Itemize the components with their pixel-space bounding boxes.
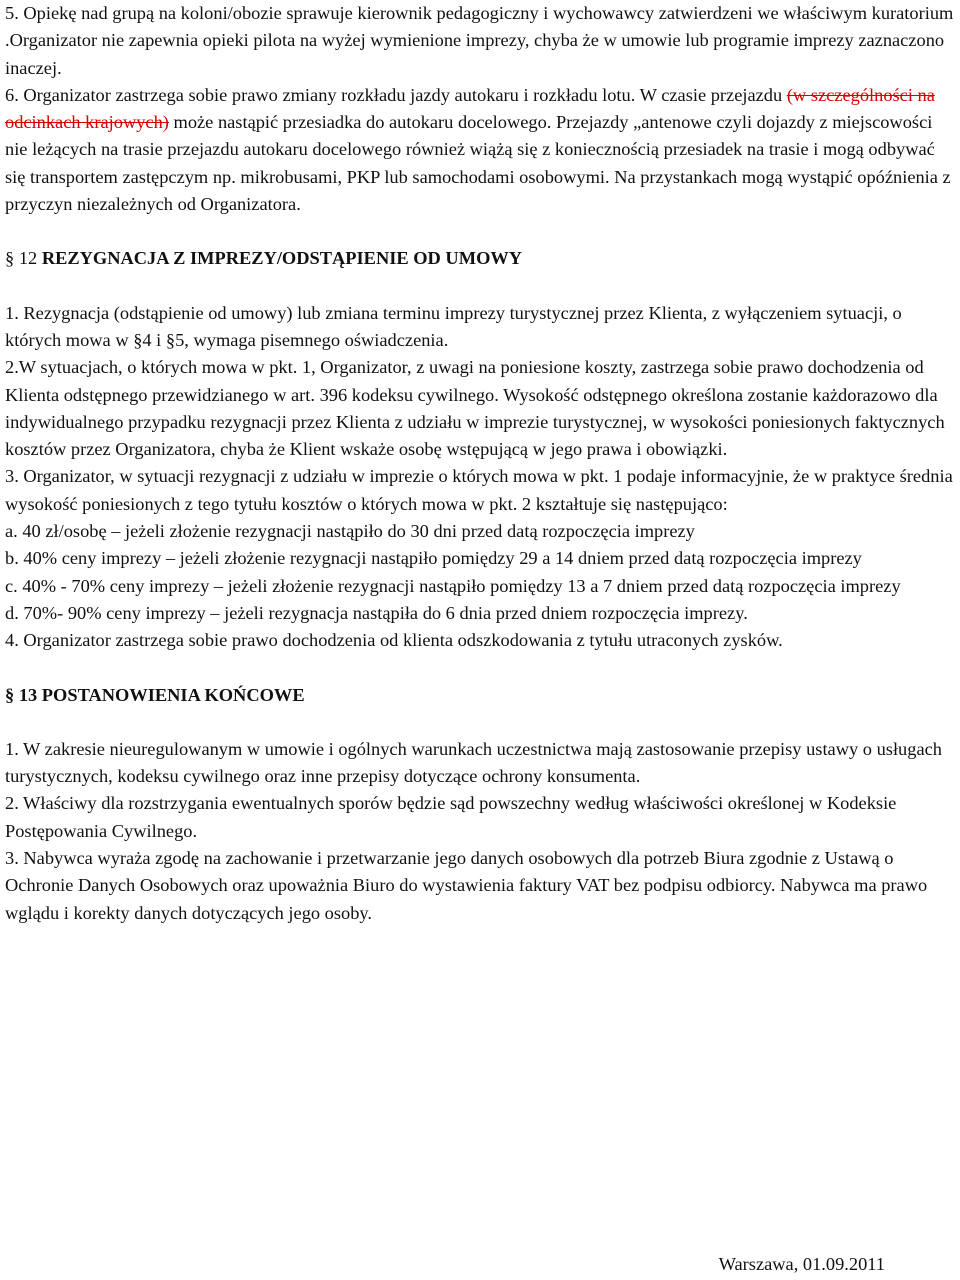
s12-paragraph-3: 3. Organizator, w sytuacji rezygnacji z udziału w imprezie o których mowa w pkt. 1 podaje informacyjnie, że w praktyce średnia wysokość poniesionych z tego tytułu kosztów o których mowa w pkt. 2 kształtuje się następująco: [5, 466, 953, 514]
s12-paragraph-2: 2.W sytuacjach, o których mowa w pkt. 1, Organizator, z uwagi na poniesione koszty, zastrzega sobie prawo dochodzenia od Klienta odstępnego przewidzianego w art. 396 kodeksu cywilnego. Wysokość odstępnego określona zostanie każdorazowo dla indywidualnego przypadku rezygnacji przez Klienta z udziału w imprezie turystycznej, w wysokości poniesionych faktycznych kosztów przez Organizatora, chyba że Klient wskaże osobę wstępującą w jego prawa i obowiązki. [5, 357, 945, 460]
document-page [5, 0, 955, 927]
section-title: 13 POSTANOWIENIA KOŃCOWE [18, 684, 305, 705]
section-12-heading [5, 245, 955, 272]
s12-item-a: a. 40 zł/osobę – jeżeli złożenie rezygnacji nastąpiło do 30 dni przed datą rozpoczęcia imprezy [5, 521, 695, 542]
paragraph-6-text-end: może nastąpić przesiadka do autokaru docelowego. Przejazdy „antenowe czyli dojazdy z miejscowości nie leżących na trasie przejazdu autokaru docelowego również wiążą się z koniecznością przesiadek na trasie i mogą odbywać się transportem zastępczym np. mikrobusami, PKP lub samochodami osobowymi. Na przystankach mogą wystąpić opóźnienia z przyczyn niezależnych od Organizatora. [5, 112, 951, 215]
section-title: REZYGNACJA Z IMPREZY/ODSTĄPIENIE OD UMOWY [41, 248, 523, 269]
paragraph-5: 5. Opiekę nad grupą na koloni/obozie sprawuje kierownik pedagogiczny i wychowawcy zatwierdzeni we właściwym kuratorium .Organizator nie zapewnia opieki pilota na wyżej wymienione imprezy, chyba że w umowie lub programie imprezy zaznaczono inaczej. [5, 3, 954, 78]
s12-item-d: d. 70%- 90% ceny imprezy – jeżeli rezygnacja nastąpiła do 6 dnia przed dniem rozpoczęcia imprezy. [5, 602, 748, 623]
section-symbol: § [5, 248, 15, 269]
section-number: 12 [18, 248, 38, 269]
s12-item-b: b. 40% ceny imprezy – jeżeli złożenie rezygnacji nastąpiło pomiędzy 29 a 14 dniem przed datą rozpoczęcia imprezy [5, 548, 862, 569]
section-symbol: § [5, 684, 15, 705]
s13-paragraph-2: 2. Właściwy dla rozstrzygania ewentualnych sporów będzie sąd powszechny według właściwości określonej w Kodeksie Postępowania Cywilnego. [5, 793, 897, 841]
s12-item-c: c. 40% - 70% ceny imprezy – jeżeli złożenie rezygnacji nastąpiło pomiędzy 13 a 7 dniem przed datą rozpoczęcia imprezy [5, 575, 901, 596]
s12-paragraph-4: 4. Organizator zastrzega sobie prawo dochodzenia od klienta odszkodowania z tytułu utraconych zysków. [5, 630, 783, 651]
s13-paragraph-1: 1. W zakresie nieuregulowanym w umowie i ogólnych warunkach uczestnictwa mają zastosowanie przepisy ustawy o usługach turystycznych, kodeksu cywilnego oraz inne przepisy dotyczące ochrony konsumenta. [5, 738, 942, 787]
place-date: Warszawa, 01.09.2011 [718, 1254, 885, 1274]
paragraph-6-text-start: 6. Organizator zastrzega sobie prawo zmiany rozkładu jazdy autokaru i rozkładu lotu. W czasie przejazdu [5, 84, 787, 105]
section-13-heading [5, 682, 955, 709]
s13-paragraph-3: 3. Nabywca wyraża zgodę na zachowanie i przetwarzanie jego danych osobowych dla potrzeb Biura zgodnie z Ustawą o Ochronie Danych Osobowych oraz upoważnia Biuro do wystawienia faktury VAT bez podpisu odbiorcy. Nabywca ma prawo wglądu i korekty danych dotyczących jego osoby. [5, 848, 928, 923]
s12-paragraph-1: 1. Rezygnacja (odstąpienie od umowy) lub zmiana terminu imprezy turystycznej przez Klienta, z wyłączeniem sytuacji, o których mowa w §4 i §5, wymaga pisemnego oświadczenia. [5, 302, 902, 350]
paragraph-6 [5, 82, 955, 218]
struck-text: (w szczególności na odcinkach krajowych) [5, 84, 935, 133]
